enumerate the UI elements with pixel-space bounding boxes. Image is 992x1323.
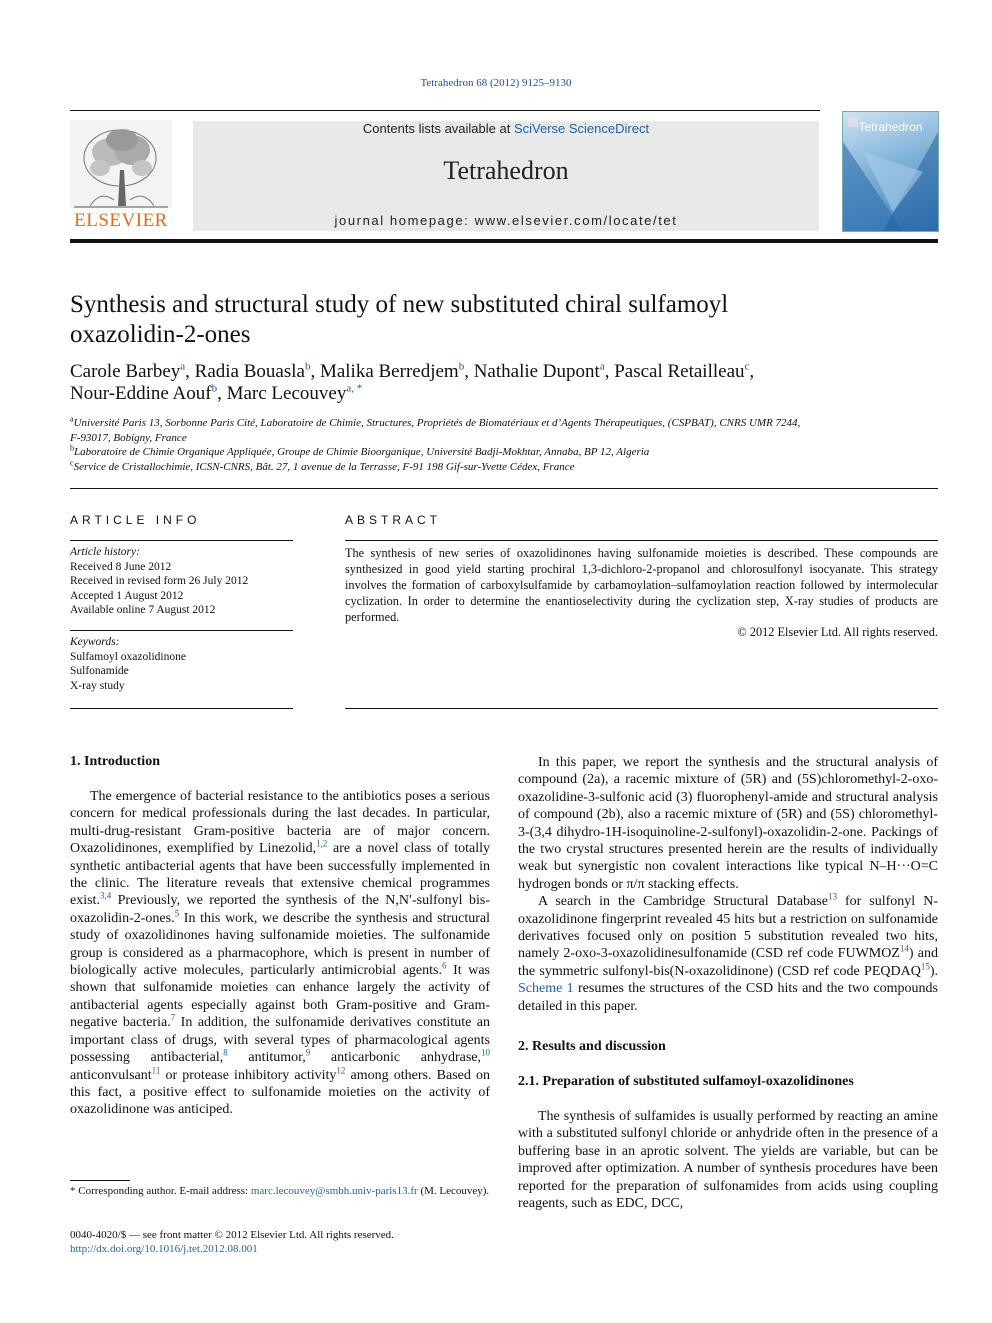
footnote-rule (70, 1180, 130, 1181)
keywords-rule (70, 630, 293, 631)
journal-name: Tetrahedron (443, 156, 569, 185)
article-history: Article history: Received 8 June 2012 Received in revised form 26 July 2012 Accepted 1 August 2012 Available online 7 August 2012 (70, 545, 293, 618)
elsevier-logo[interactable] (70, 120, 172, 232)
paragraph: A search in the Cambridge Structural Database$^{13}$ for sulfonyl N-oxazolidinone fingerprint revealed 45 hits but a restriction on sulfonamide derivatives focused only on position 5 substitution revealed two hits, namely 2-oxo-3-oxazolidinesulfonamide (CSD ref code FUWMOZ$^{14}$) and the symmetric sulfonyl-bis(N-oxazolidinone) (CSD ref code PEQDAQ$^{15}$). Scheme 1 resumes the structures of the CSD hits and the two compounds detailed in this paper. (518, 891, 938, 1014)
reference-link[interactable]: 1,2 (316, 838, 328, 849)
abstract-bottom-rule (345, 708, 938, 709)
author[interactable]: Carole Barbey$^a$ (70, 360, 186, 382)
history-date: Accepted 1 August 2012 (70, 589, 184, 602)
reference-link[interactable]: 14 (899, 943, 909, 954)
affiliation: $^c$Service de Cristallochimie, ICSN-CNRS, Bât. 27, 1 avenue de la Terrasse, F-91 198 Gif-sur-Yvette Cédex, France (70, 457, 575, 473)
history-date: Received 8 June 2012 (70, 560, 172, 573)
doi-link[interactable]: http://dx.doi.org/10.1016/j.tet.2012.08.001 (70, 1243, 258, 1255)
author[interactable]: Nathalie Dupont$^a$ (473, 360, 605, 382)
sciencedirect-link[interactable]: SciVerse ScienceDirect (513, 121, 650, 136)
corresponding-author-footnote: * Corresponding author. E-mail address: marc.lecouvey@smbh.univ-paris13.fr (M. Lecouvey). (70, 1185, 490, 1197)
right-column-body (518, 754, 938, 1015)
introduction-heading: 1. Introduction (70, 754, 160, 769)
results-heading: 2. Results and discussion (518, 1039, 666, 1054)
affiliation-continued: F-93017, Bobigny, France (70, 431, 187, 444)
abstract-rule (345, 540, 938, 541)
preparation-body: The synthesis of sulfamides is usually performed by reacting an amine with a substituted sulfonyl chloride or anhydride often in the presence of a buffering base in an aprotic solvent. The yields are variable, but can be improved after optimization. A number of synthesis procedures have been reported for the preparation of sulfonamides from acids using coupling reagents, such as EDC, DCC, (518, 1109, 938, 1212)
journal-cover-image[interactable] (842, 111, 939, 232)
reference-link[interactable]: 9 (305, 1047, 311, 1058)
author[interactable]: Radia Bouasla$^b$ (194, 360, 311, 382)
reference-link[interactable]: 10 (481, 1047, 491, 1058)
author[interactable]: Malika Berredjem$^b$ (319, 360, 465, 382)
affiliations (70, 416, 930, 474)
keyword: X-ray study (70, 679, 125, 692)
reference-link[interactable]: 3,4 (99, 890, 112, 901)
keyword: Sulfonamide (70, 665, 129, 677)
affiliation: $^a$Université Paris 13, Sorbonne Paris Cité, Laboratoire de Chimie, Structures, Propriétés de Biomatériaux et d’Agents Thérapeutiques, (CSPBAT), CNRS UMR 7244, (70, 414, 801, 429)
journal-homepage[interactable]: journal homepage: www.elsevier.com/locate/tet (334, 213, 678, 228)
header-bottom-rule (70, 239, 938, 243)
history-date: Available online 7 August 2012 (70, 604, 216, 616)
header-top-rule (70, 110, 820, 111)
author[interactable]: Pascal Retailleau$^c$ (614, 360, 750, 382)
article-info-heading: ARTICLE INFO (70, 513, 201, 527)
abstract-text: The synthesis of new series of oxazolidinones having sulfonamide moieties is described. These compounds are synthesized in good yield starting prochiral 1,3-dichloro-2-propanol and chlorosulfonyl isocyanate. This strategy involves the formation of carboxylsulfamide by carbamoylation–sulfamoylation reaction followed by intermolecular cyclization. In order to determine the enantioselectivity during the cyclization step, X-ray studies of products are performed. (345, 546, 938, 625)
affiliations-rule (70, 488, 938, 489)
abstract-heading: ABSTRACT (345, 513, 442, 527)
author[interactable]: Nour-Eddine Aouf$^b$ (70, 382, 218, 404)
reference-link[interactable]: 5 (174, 908, 180, 919)
reference-link[interactable]: 7 (170, 1012, 176, 1023)
article-info-rule (70, 540, 293, 541)
article-title: Synthesis and structural study of new substituted chiral sulfamoyl oxazolidin-2-ones (70, 291, 729, 348)
scheme-link[interactable]: Scheme 1 (518, 981, 574, 997)
reference-link[interactable]: 8 (223, 1047, 228, 1058)
history-date: Received in revised form 26 July 2012 (70, 575, 249, 587)
reference-link[interactable]: 11 (151, 1064, 161, 1075)
affiliation: $^b$Laboratoire de Chimie Organique Appliquée, Groupe de Chimie Bioorganique, Université Badji-Mokhtar, Annaba, BP 12, Algeria (70, 443, 650, 458)
paragraph: In this paper, we report the synthesis and the structural analysis of compound (2a), a racemic mixture of (5R) and (5S)chloromethyl-2-oxo-oxazolidine-3-sulfonic acid (3) fluorophenyl-amide and structural analysis of compound (2b), also a racemic mixture of (5R) and (5S) chloromethyl-3-(3,4 dihydro-1H-isoquinoline-2-sulfonyl)-oxazolidin-2-one. Packings of the two crystal structures presented herein are the results of individually weak but synergistic non covalent interactions like typical N–H···O=C hydrogen bonds or π/π stacking effects. (518, 755, 938, 892)
reference-link[interactable]: 13 (827, 891, 837, 902)
keywords: Keywords: Sulfamoyl oxazolidinone Sulfonamide X-ray study (70, 635, 293, 693)
reference-link[interactable]: 15 (920, 961, 930, 972)
journal-citation[interactable]: Tetrahedron 68 (2012) 9125–9130 (420, 77, 572, 89)
preparation-subheading: 2.1. Preparation of substituted sulfamoyl-oxazolidinones (518, 1074, 854, 1089)
article-info-bottom-rule (70, 708, 293, 709)
issn-line: 0040-4020/$ — see front matter © 2012 Elsevier Ltd. All rights reserved. (70, 1229, 394, 1241)
contents-line: Contents lists available at SciVerse ScienceDirect (362, 121, 650, 136)
cover-title: Tetrahedron (858, 120, 923, 134)
reference-link[interactable]: 6 (441, 960, 447, 971)
author-email-link[interactable]: marc.lecouvey@smbh.univ-paris13.fr (250, 1185, 418, 1197)
keyword: Sulfamoyl oxazolidinone (70, 650, 186, 663)
author-list: Carole Barbey$^a$, Radia Bouasla$^b$, Malika Berredjem$^b$, Nathalie Dupont$^a$, Pascal Retailleau$^c$, Nour-Eddine Aouf$^b$, Marc Lecouvey$^{a, *}$ (70, 360, 755, 404)
abstract-copyright: © 2012 Elsevier Ltd. All rights reserved. (737, 625, 938, 639)
author[interactable]: Marc Lecouvey$^{a, *}$ (226, 382, 363, 404)
elsevier-wordmark: ELSEVIER (74, 210, 168, 231)
introduction-body: The emergence of bacterial resistance to the antibiotics poses a serious concern for medical professionals during the last decades. In particular, multi-drug-resistant Gram-positive bacteria are of major concern. Oxazolidinones, exemplified by Linezolid,$^{1,2}$ are a novel class of totally synthetic antibacterial agents that have been successfully implemented in the clinic. The literature reveals that extensive chemical programmes exist.$^{3,4}$ Previously, we reported the synthesis of the N,N′-sulfonyl bis-oxazolidin-2-ones.$^5$ In this work, we describe the synthesis and structural study of oxazolidinones having sulfonamide moieties. The sulfonamide group is considered as a pharmacophore, which is present in number of biologically active molecules, particularly antimicrobial agents.$^6$ It was shown that sulfonamide moieties can enhance largely the activity of antibacterial agents especially against both Gram-positive and Gram-negative bacteria.$^7$ In addition, the sulfonamide derivatives constitute an important class of drugs, with several types of pharmacological agents possessing antibacterial,$^8$ antitumor,$^9$ anticarbonic anhydrase,$^{10}$ anticonvulsant$^{11}$ or protease inhibitory activity$^{12}$ among others. Based on this fact, a positive effect to sulfonamide moieties on the activity of oxazolidinone was anticiped. (70, 789, 491, 1118)
reference-link[interactable]: 12 (336, 1064, 346, 1075)
